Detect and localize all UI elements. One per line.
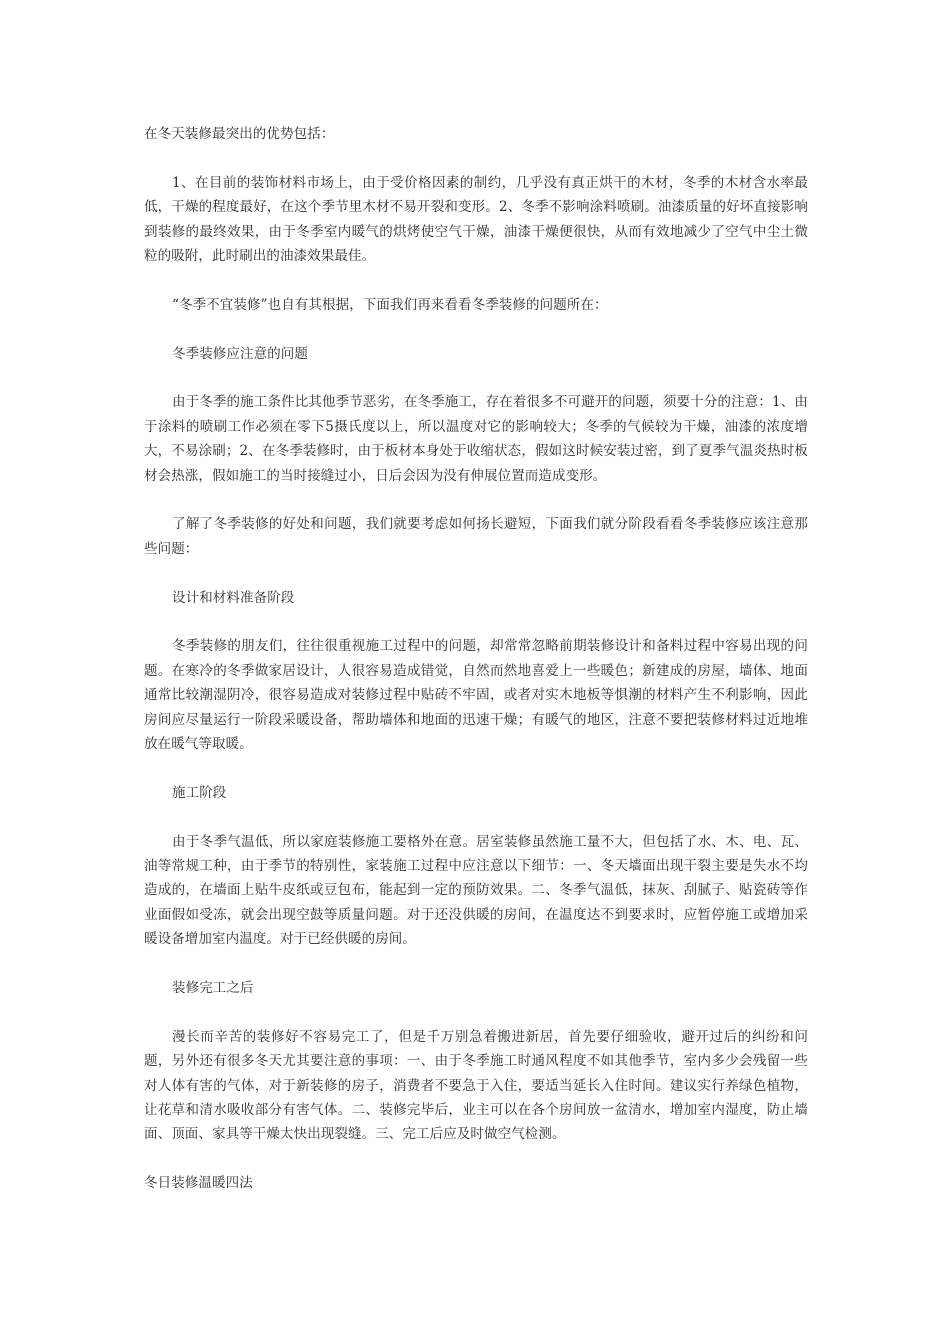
summary-paragraph: 了解了冬季装修的好处和问题，我们就要考虑如何扬长避短，下面我们就分阶段看看冬季装修应该注意那些问题： (144, 516, 808, 557)
final-title: 冬日装修温暖四法 (144, 1175, 253, 1192)
section-title-design-stage: 设计和材料准备阶段 (172, 589, 295, 606)
transition-paragraph: “冬季不宜装修”也自有其根据，下面我们再来看看冬季装修的问题所在： (172, 296, 608, 313)
intro-paragraph: 在冬天装修最突出的优势包括： (144, 126, 335, 142)
article-body (144, 122, 808, 1196)
winter-issues-paragraph: 由于冬季的施工条件比其他季节恶劣，在冬季施工，存在着很多不可避开的问题，须要十分的注意：1、由于涂料的喷刷工作必须在零下5摄氏度以上，所以温度对它的影响较大；冬季的气候较为干燥，油漆的浓度增大，不易涂刷；2、在冬季装修时，由于板材本身处于收缩状态，假如这时候安装过密，到了夏季气温炎热时板材会热涨，假如施工的当时接缝过小，日后会因为没有伸展位置而造成变形。 (144, 394, 808, 484)
after-completion-paragraph: 漫长而辛苦的装修好不容易完工了，但是千万别急着搬进新居，首先要仔细验收，避开过后的纠纷和问题，另外还有很多冬天尤其要注意的事项：一、由于冬季施工时通风程度不如其他季节，室内多少会残留一些对人体有害的气体，对于新装修的房子，消费者不要急于入住，要适当延长入住时间。建议实行养绿色植物，让花草和清水吸收部分有害气体。二、装修完毕后，业主可以在各个房间放一盆清水，增加室内湿度，防止墙面、顶面、家具等干燥太快出现裂缝。三、完工后应及时做空气检测。 (144, 1028, 808, 1143)
section-title-winter-issues: 冬季装修应注意的问题 (172, 345, 308, 362)
construction-stage-paragraph: 由于冬季气温低，所以家庭装修施工要格外在意。居室装修虽然施工量不大，但包括了水、木、电、瓦、油等常规工种，由于季节的特别性，家装施工过程中应注意以下细节：一、冬天墙面出现干裂主要是失水不均造成的，在墙面上贴牛皮纸或豆包布，能起到一定的预防效果。二、冬季气温低，抹灰、刮腻子、贴瓷砖等作业面假如受冻，就会出现空鼓等质量问题。对于还没供暖的房间，在温度达不到要求时，应暂停施工或增加采暖设备增加室内温度。对于已经供暖的房间。 (144, 833, 808, 948)
section-title-after-completion: 装修完工之后 (172, 980, 254, 997)
section-title-construction-stage: 施工阶段 (172, 784, 227, 801)
advantages-paragraph: 1、在目前的装饰材料市场上，由于受价格因素的制约，几乎没有真正烘干的木材，冬季的木材含水率最低，干燥的程度最好，在这个季节里木材不易开裂和变形。2、冬季不影响涂料喷刷。油漆质量的好坏直接影响到装修的最终效果，由于冬季室内暖气的烘烤使空气干燥，油漆干燥便很快，从而有效地减少了空气中尘土微粒的吸附，此时刷出的油漆效果最佳。 (144, 174, 808, 265)
design-stage-paragraph: 冬季装修的朋友们，往往很重视施工过程中的问题，却常常忽略前期装修设计和备料过程中容易出现的问题。在寒冷的冬季做家居设计，人很容易造成错觉，自然而然地喜爱上一些暖色；新建成的房屋，墙体、地面通常比较潮湿阴冷，很容易造成对装修过程中贴砖不牢固，或者对实木地板等惧潮的材料产生不利影响，因此房间应尽量运行一阶段采暖设备，帮助墙体和地面的迅速干燥；有暖气的地区，注意不要把装修材料过近地堆放在暖气等取暖。 (144, 638, 808, 753)
